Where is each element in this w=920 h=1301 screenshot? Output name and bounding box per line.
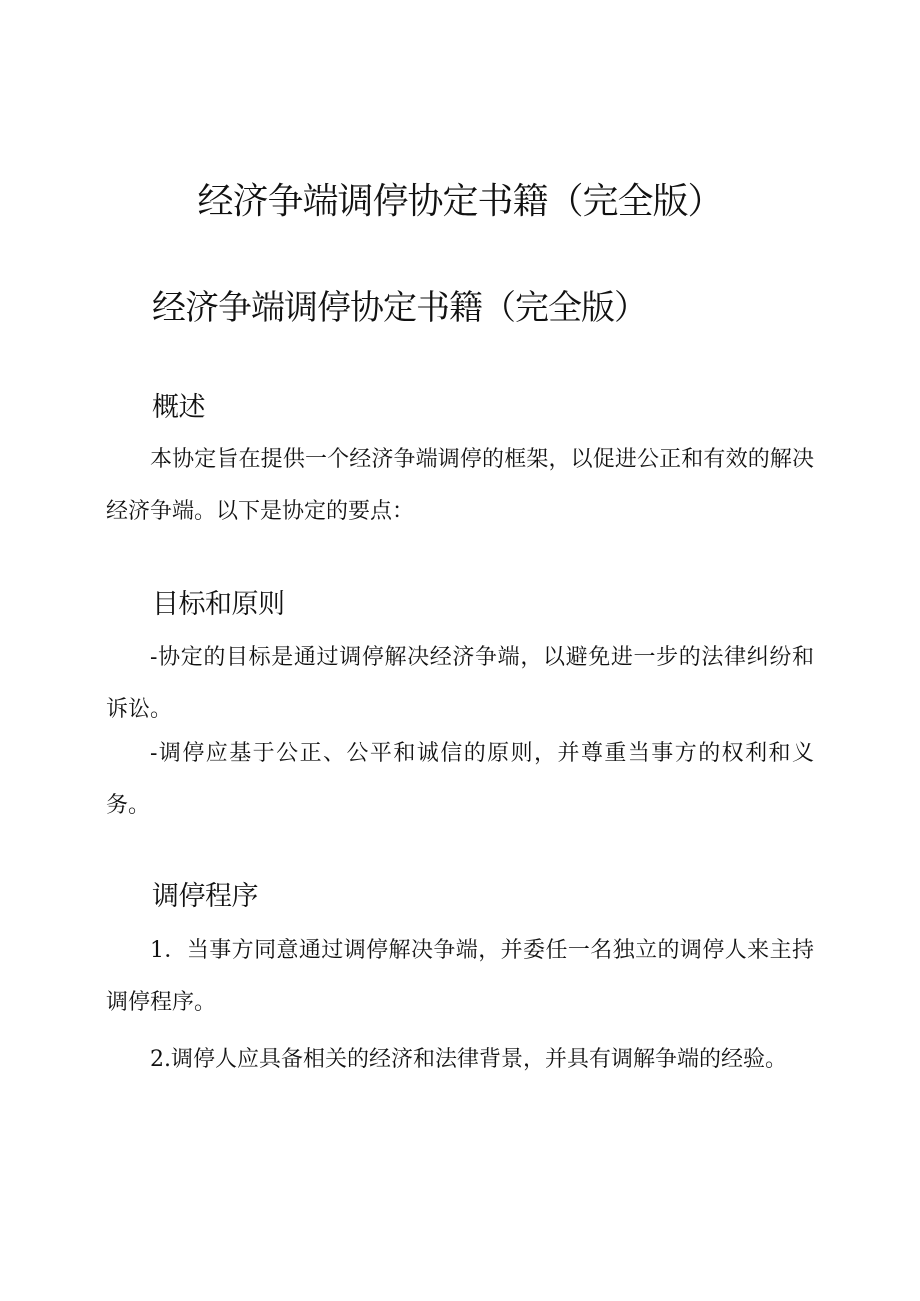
section-heading-goals-principles: 目标和原则 [152,589,285,620]
paragraph-goal: -协定的目标是通过调停解决经济争端，以避免进一步的法律纠纷和诉讼。 [106,645,814,722]
document-title: 经济争端调停协定书籍（完全版） [197,181,723,222]
paragraph-procedure-step-2: 2.调停人应具备相关的经济和法律背景，并具有调解争端的经验。 [150,1047,787,1072]
section-heading-procedure: 调停程序 [152,881,258,912]
paragraph-procedure-step-1: 1．当事方同意通过调停解决争端，并委任一名独立的调停人来主持调停程序。 [106,938,814,1015]
paragraph-principle: -调停应基于公正、公平和诚信的原则，并尊重当事方的权利和义务。 [106,741,814,818]
document-subtitle: 经济争端调停协定书籍（完全版） [152,288,647,328]
section-heading-overview: 概述 [152,392,205,423]
paragraph-overview: 本协定旨在提供一个经济争端调停的框架，以促进公正和有效的解决经济争端。以下是协定的要点： [106,447,814,524]
